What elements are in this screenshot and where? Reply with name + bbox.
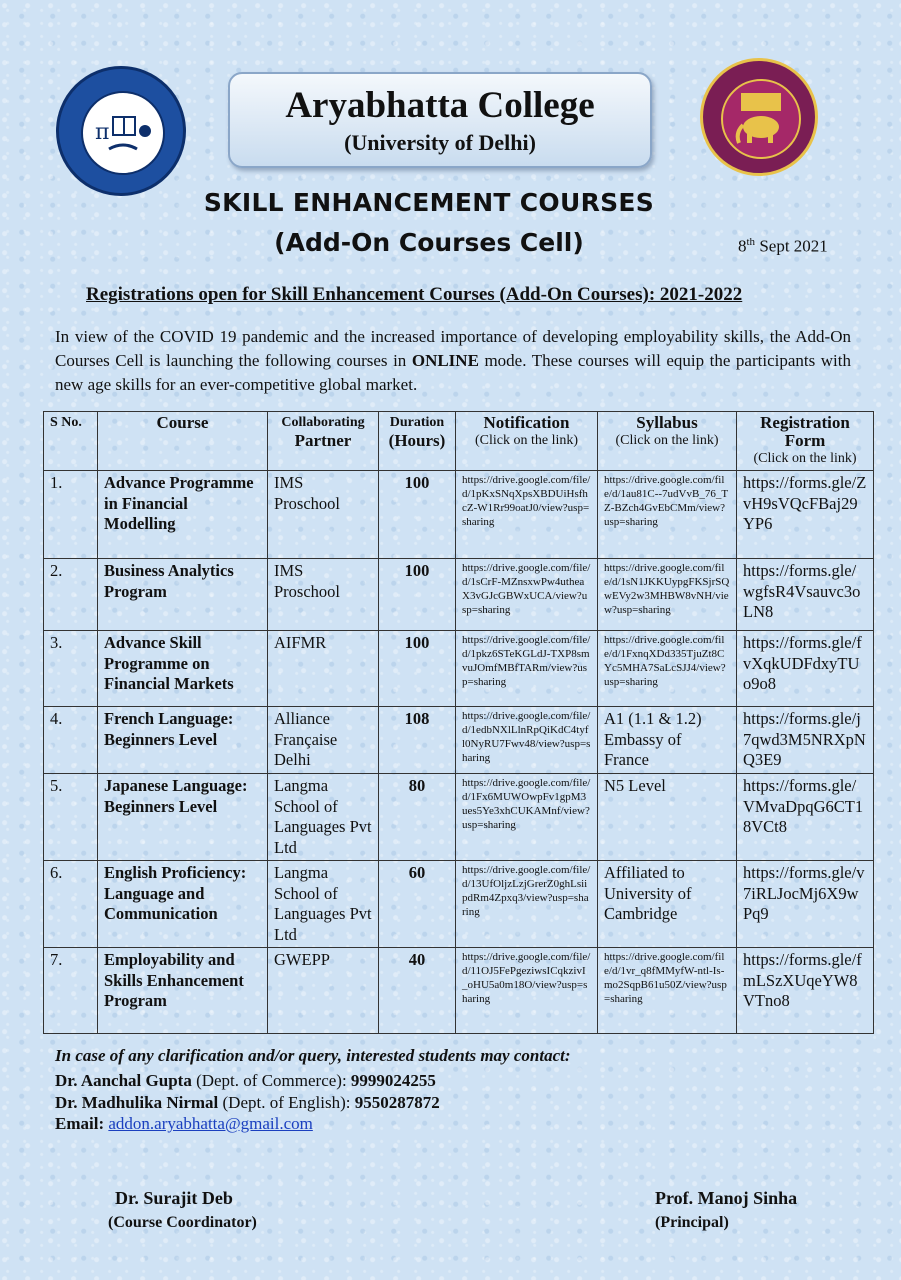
notification-link[interactable]: https://drive.google.com/file/d/1sCrF-MZnsxwPw4utheaX3vGJcGBWxUCA/view?usp=sharing [456,559,598,631]
header-notification-hint: (Click on the link) [474,433,579,448]
header-notification [456,412,598,471]
university-name: (University of Delhi) [344,130,536,155]
principal-role: (Principal) [655,1214,729,1231]
table-row [44,631,874,707]
coordinator-role: (Course Coordinator) [108,1214,257,1231]
header-partner-line2: Partner [294,431,352,450]
cell-duration: 80 [379,774,456,861]
seal-emblem [81,91,165,175]
header-sno: S No. [44,412,98,471]
notification-link[interactable]: https://drive.google.com/file/d/13UfOljzLzjGrerZ0ghLsiipdRm4Zpxq3/view?usp=sharing [456,861,598,948]
registration-link[interactable]: https://forms.gle/wgfsR4Vsauvc3oLN8 [737,559,874,631]
cell-duration: 100 [379,471,456,559]
cell-duration: 108 [379,707,456,774]
table-header-row [44,412,874,471]
cell-duration: 40 [379,948,456,1034]
cell-partner: Langma School of Languages Pvt Ltd [268,774,379,861]
contact-1-name: Dr. Aanchal Gupta [55,1071,192,1090]
cell-sno: 3. [44,631,98,707]
principal-name: Prof. Manoj Sinha [655,1188,798,1208]
cell-course: Advance Skill Programme on Financial Markets [98,631,268,707]
registration-link[interactable]: https://forms.gle/ZvH9sVQcFBaj29YP6 [737,471,874,559]
cell-course: English Proficiency: Language and Communication [98,861,268,948]
table-row [44,707,874,774]
contact-person-2 [55,1093,440,1113]
svg-text:π: π [95,120,110,145]
cell-partner: IMS Proschool [268,559,379,631]
contact-person-1 [55,1071,436,1091]
cell-course: Business Analytics Program [98,559,268,631]
table-row [44,861,874,948]
date-suffix: th [746,236,756,248]
notification-link[interactable]: https://drive.google.com/file/d/11OJ5FePgeziwsICqkzivI_oHU5a0m18O/view?usp=sharing [456,948,598,1034]
coordinator-name: Dr. Surajit Deb [115,1188,233,1208]
cell-duration: 60 [379,861,456,948]
notification-link[interactable]: https://drive.google.com/file/d/1Fx6MUWOwpFv1gpM3ues5Ye3xhCUKAMnf/view?usp=sharing [456,774,598,861]
intro-text-end: mode. These courses will equip the participants with new age skills for an ever-competitive global market. [55,351,851,394]
cell-sno: 2. [44,559,98,631]
contact-2-dept: (Dept. of English): [218,1093,355,1112]
table-row [44,471,874,559]
header-registration-line2: Form [784,431,826,450]
notice-date [738,236,828,257]
cell-partner: Langma School of Languages Pvt Ltd [268,861,379,948]
intro-text: In view of the COVID 19 pandemic and the increased importance of developing employability skills, the Add-On Courses Cell is launching the following courses in [55,327,851,370]
cell-syllabus: N5 Level [598,774,737,861]
registration-link[interactable]: https://forms.gle/v7iRLJocMj6X9wPq9 [737,861,874,948]
cell-duration: 100 [379,631,456,707]
date-month-year: Sept 2021 [755,236,828,256]
header-duration-line1: Duration [389,415,445,430]
syllabus-link[interactable]: https://drive.google.com/file/d/1sN1JKKUypgFKSjrSQwEVy2w3MHBW8vNH/view?usp=sharing [598,559,737,631]
registration-link[interactable]: https://forms.gle/fmLSzXUqeYW8VTno8 [737,948,874,1034]
email-label: Email: [55,1114,109,1133]
syllabus-link[interactable]: https://drive.google.com/file/d/1FxnqXDd335TjuZt8CYc5MHA7SaLcSJJ4/view?usp=sharing [598,631,737,707]
header-notification-label: Notification [483,413,570,432]
table-row [44,774,874,861]
cell-course: Advance Programme in Financial Modelling [98,471,268,559]
cell-partner: IMS Proschool [268,471,379,559]
cell-course: Japanese Language: Beginners Level [98,774,268,861]
registration-link[interactable]: https://forms.gle/VMvaDpqG6CT18VCt8 [737,774,874,861]
college-seal-logo [56,66,186,196]
header-registration [737,412,874,471]
header-registration-hint: (Click on the link) [753,451,857,466]
cell-course: French Language: Beginners Level [98,707,268,774]
table-row [44,559,874,631]
cell-sno: 5. [44,774,98,861]
registration-link[interactable]: https://forms.gle/fvXqkUDFdxyTUo9o8 [737,631,874,707]
syllabus-link[interactable]: https://drive.google.com/file/d/1vr_q8fMMyfW-ntl-Is-mo2SqpB61u50Z/view?usp=sharing [598,948,737,1034]
header-syllabus-label: Syllabus [636,413,698,432]
header-syllabus [598,412,737,471]
contact-note: In case of any clarification and/or query, interested students may contact: [55,1046,571,1065]
courses-table [43,411,874,1034]
intro-online-mode: ONLINE [411,351,479,370]
date-day: 8 [738,236,747,256]
header-partner [268,412,379,471]
book-icon [83,93,163,173]
university-seal-logo [700,58,818,176]
header-syllabus-hint: (Click on the link) [615,433,719,448]
cell-syllabus: Affiliated to University of Cambridge [598,861,737,948]
contact-1-phone: 9999024255 [350,1071,436,1090]
email-line [55,1114,313,1134]
header-duration-line2: (Hours) [388,431,446,450]
syllabus-link[interactable]: https://drive.google.com/file/d/1au81C--7udVvB_76_TZ-BZch4GvEbCMm/view?usp=sharing [598,471,737,559]
contact-2-name: Dr. Madhulika Nirmal [55,1093,219,1112]
page-title: SKILL ENHANCEMENT COURSES [203,188,655,217]
table-row [44,948,874,1034]
cell-duration: 100 [379,559,456,631]
registration-heading: Registrations open for Skill Enhancement Courses (Add-On Courses): 2021-2022 [86,284,743,305]
cell-sno: 6. [44,861,98,948]
registration-link[interactable]: https://forms.gle/j7qwd3M5NRXpNQ3E9 [737,707,874,774]
cell-partner: AIFMR [268,631,379,707]
college-name: Aryabhatta College [285,85,595,126]
title-banner [228,72,652,168]
header-duration [379,412,456,471]
elephant-icon [723,81,799,157]
cell-partner: Alliance Française Delhi [268,707,379,774]
contact-1-dept: (Dept. of Commerce): [191,1071,351,1090]
page-subtitle: (Add-On Courses Cell) [274,228,584,257]
cell-sno: 7. [44,948,98,1034]
email-link[interactable]: addon.aryabhatta@gmail.com [108,1114,313,1133]
notification-link[interactable]: https://drive.google.com/file/d/1edbNXlLlnRpQiKdC4tyfl0NyRU7Fwv48/view?usp=sharing [456,707,598,774]
seal-emblem [721,79,801,159]
notification-link[interactable]: https://drive.google.com/file/d/1pkz6STeKGLdJ-TXP8smvuJOmfMBfTARm/view?usp=sharing [456,631,598,707]
cell-syllabus: A1 (1.1 & 1.2) Embassy of France [598,707,737,774]
header-partner-line1: Collaborating [281,415,365,430]
cell-partner: GWEPP [268,948,379,1034]
cell-sno: 4. [44,707,98,774]
cell-course: Employability and Skills Enhancement Program [98,948,268,1034]
contact-2-phone: 9550287872 [354,1093,440,1112]
header-registration-line1: Registration [760,413,850,432]
header-course: Course [98,412,268,471]
cell-sno: 1. [44,471,98,559]
notification-link[interactable]: https://drive.google.com/file/d/1pKxSNqXpsXBDUiHsfhcZ-W1Rr99oatJ0/view?usp=sharing [456,471,598,559]
intro-paragraph [55,325,851,397]
